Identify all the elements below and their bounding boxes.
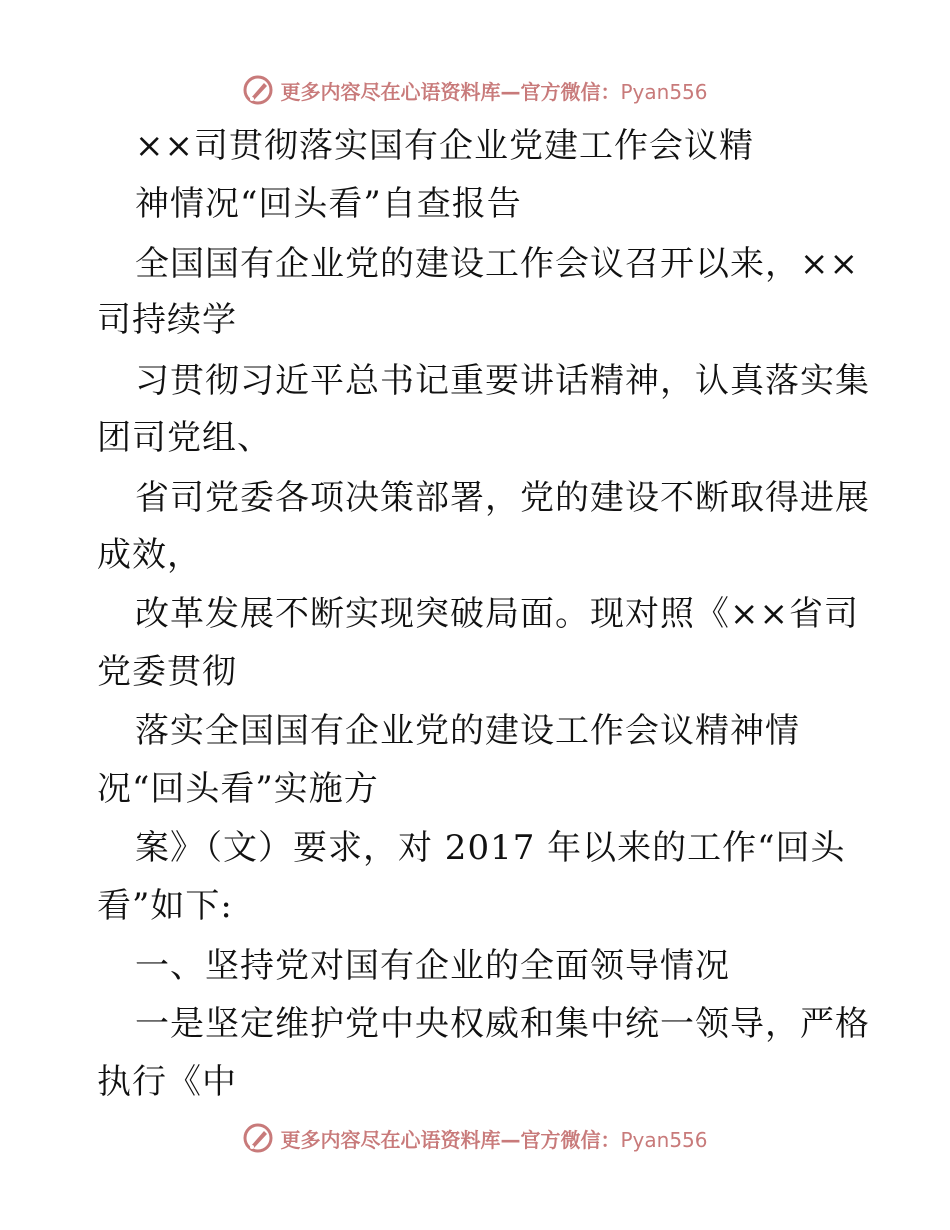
wechat-account: Pyan556 <box>620 79 708 104</box>
doc-line: 党委贯彻 <box>97 652 237 692</box>
doc-line: 看”如下: <box>97 886 233 926</box>
doc-line: ××司贯彻落实国有企业党建工作会议精 <box>135 126 754 166</box>
doc-line: 改革发展不断实现突破局面。现对照《××省司 <box>135 594 859 634</box>
doc-line: 执行《中 <box>97 1062 237 1102</box>
wechat-account: Pyan556 <box>620 1127 708 1152</box>
footer-watermark-banner <box>0 1118 950 1158</box>
header-watermark-banner <box>0 70 950 110</box>
doc-line: 习贯彻习近平总书记重要讲话精神，认真落实集 <box>135 361 870 401</box>
doc-line: 团司党组、 <box>97 418 272 458</box>
doc-line: 况“回头看”实施方 <box>97 769 379 809</box>
doc-line: 案》（文）要求，对 2017 年以来的工作“回头 <box>135 828 846 868</box>
watermark-text: 更多内容尽在心语资料库—官方微信：Pyan556 <box>280 79 708 104</box>
doc-line: 成效， <box>97 535 202 575</box>
doc-line: 全国国有企业党的建设工作会议召开以来，×× <box>135 244 859 284</box>
watermark-text: 更多内容尽在心语资料库—官方微信：Pyan556 <box>280 1127 708 1152</box>
doc-line: 省司党委各项决策部署，党的建设不断取得进展 <box>135 478 870 518</box>
pen-logo-icon <box>242 74 274 106</box>
doc-line: 一是坚定维护党中央权威和集中统一领导，严格 <box>135 1004 870 1044</box>
doc-line: 一、坚持党对国有企业的全面领导情况 <box>135 946 730 986</box>
doc-line: 神情况“回头看”自查报告 <box>135 184 522 224</box>
doc-line: 落实全国国有企业党的建设工作会议精神情 <box>135 711 800 751</box>
pen-logo-icon <box>242 1122 274 1154</box>
doc-line: 司持续学 <box>97 300 237 340</box>
